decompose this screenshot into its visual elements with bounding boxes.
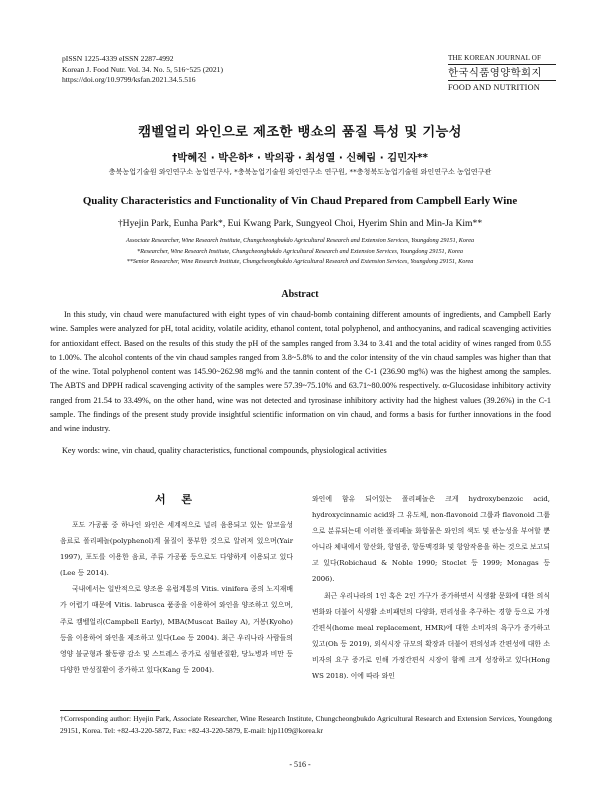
body-column-left [60,491,293,678]
body-paragraph: 와인에 함유 되어있는 폴리페놀은 크게 hydroxybenzoic acid, hydroxycinnamic acid와 그 유도체, non-flavonoid 그룹과 flavonoid 그룹으로 분류되는데 이러한 폴리페놀 화합물은 와인의 색도 및 관능성을 부여할 뿐 아니라 체내에서 항산화, 항염증, 항동맥경화 및 항암작용을 하는 것으로 보고되고 있다(Robichaud & Noble 1990; Stoclet 등 1999; Monagas 등 2006). [312,495,550,584]
journal-name-sub: FOOD AND NUTRITION [448,83,540,92]
body-paragraph: 포도 가공품 중 하나인 와인은 세계적으로 널리 음용되고 있는 알코올성 음료로 폴리페놀(polyphenol)계 물질이 풍부한 것으로 알려져 있으며(Yair 1997), 포도를 이용한 음료, 주류 가공품 등으로도 다양하게 이용되고 있다(Lee 등 2014). [60,521,293,578]
issn-line: pISSN 1225-4339 eISSN 2287-4992 [62,54,174,63]
section-heading-introduction: 서 론 [154,493,199,506]
citation-header [62,54,223,86]
affiliation-line: *Researcher, Wine Research Institute, Chungcheongbukdo Agricultural Research and Extension Services, Youngdong 29151, Korea [137,247,463,255]
footnote-divider [60,710,160,711]
page-number: - 516 - [289,760,311,769]
affiliation-line: Associate Researcher, Wine Research Institute, Chungcheongbukdo Agricultural Research and Extension Services, Youngdong 29151, Korea [125,237,475,244]
authors-english: †Hyejin Park, Eunha Park*, Eui Kwang Park, Sungyeol Choi, Hyerim Shin and Min-Ja Kim** [117,218,483,229]
title-english: Quality Characteristics and Functionality of Vin Chaud Prepared from Campbell Early Wine [82,195,518,207]
affiliations-korean: 충북농업기술원 와인연구소 농업연구사, *충북농업기술원 와인연구소 연구원, **충청북도농업기술원 와인연구소 농업연구관 [108,167,492,176]
body-column-right [312,491,550,684]
authors-korean: †박혜진 · 박은하* · 박의광 · 최성열 · 신혜림 · 김민자** [172,152,428,164]
corresponding-author-footnote: †Corresponding author: Hyejin Park, Associate Researcher, Wine Research Institute, Chungcheongbukdo Agricultural Research and Extension Services, Youngdong 29151, Korea. Tel: +82-43-220-5872, Fax: +82-43-220-5879, E-mail: hjp1109@korea.kr [60,714,552,735]
citation-line: Korean J. Food Nutr. Vol. 34. No. 5, 516~525 (2021) [62,64,223,74]
journal-name-ko: 한국식품영양학회지 [448,67,542,79]
journal-masthead [448,54,556,93]
title-korean: 캠벨얼리 와인으로 제조한 뱅쇼의 품질 특성 및 기능성 [138,125,462,140]
affiliation-line: **Senior Researcher, Wine Research Institute, Chungcheongbukdo Agricultural Research and Extension Services, Youngdong 29151, Korea [126,258,474,266]
affiliations-english [40,236,560,268]
journal-divider [448,64,556,65]
journal-divider [448,80,556,81]
doi-line[interactable]: https://doi.org/10.9799/ksfan.2021.34.5.516 [62,75,196,85]
body-paragraph: 최근 우리나라의 1인 혹은 2인 가구가 증가하면서 식생활 문화에 대한 의식변화와 더불어 식생활 소비패턴의 다양화, 편리성을 추구하는 경향 등으로 가정간편식(home meal replacement, HMR)에 대한 소비자의 욕구가 증가하고 있고(Oh 등 2019), 외식시장 규모의 확장과 더불어 편의성과 간편성에 대한 소비자의 요구 증가로 인해 가정간편식 시장이 함께 크게 성장하고 있다(Hong WS 2018). 이에 따라 와인 [312,591,550,681]
abstract-heading: Abstract [281,289,319,300]
abstract-text: In this study, vin chaud were manufactured with eight types of vin chaud-bomb containing different amounts of ingredients, and Campbell Early wine. Samples were analyzed for pH, total acidity, volatile acidity, ethanol content, total polyphenol, and anthocyanins, and radical scavenging activities for antioxidant effect. Based on the results of this study the pH of the samples ranged from 3.34 to 3.41 and the total acidity of wines ranged from 0.55 to 1.00%. The alcohol contents of the vin chaud samples ranged from 3.8~5.8% to and the color intensity of the vin chaud samples was higher than that of the wine. Total polyphenol content was 145.90~262.98 mg% and the tannin content of the C-1 (236.90 mg%) was the highest among the samples. The ABTS and DPPH radical scavenging activity of the samples were 57.39~75.10% and 63.71~80.00% respectively. α-Glucosidase inhibitory activity ranged from 21.54 to 33.49%, on the other hand, wine was not detected and tyrosinase inhibitory activity had the highest values (39.26%) in the C-1 sample. The findings of the present study provide insightful scientific information on vin chaud, and forms a basis for further innovations in the food and wine industry. [50,310,551,434]
body-paragraph: 국내에서는 일반적으로 양조용 유럽계통의 Vitis. vinifera 종의 노지재배가 어렵기 때문에 Vitis. labrusca 품종을 이용하여 와인을 양조하고 있으며, 주로 캠벨얼리(Campbell Early), MBA(Muscat Bailey A), 거봉(Kyoho) 등을 이용하여 와인을 제조하고 있다(Lee 등 2004). 최근 우리나라 사람들의 영양 불균형과 활동량 감소 및 스트레스 증가로 심혈관질환, 당뇨병과 비만 등 다양한 만성질환이 증가하고 있다(Kang 등 2004). [60,585,293,674]
journal-name-en: THE KOREAN JOURNAL OF [448,54,542,62]
keywords-line: Key words: wine, vin chaud, quality characteristics, functional compounds, physiological activities [62,446,387,455]
